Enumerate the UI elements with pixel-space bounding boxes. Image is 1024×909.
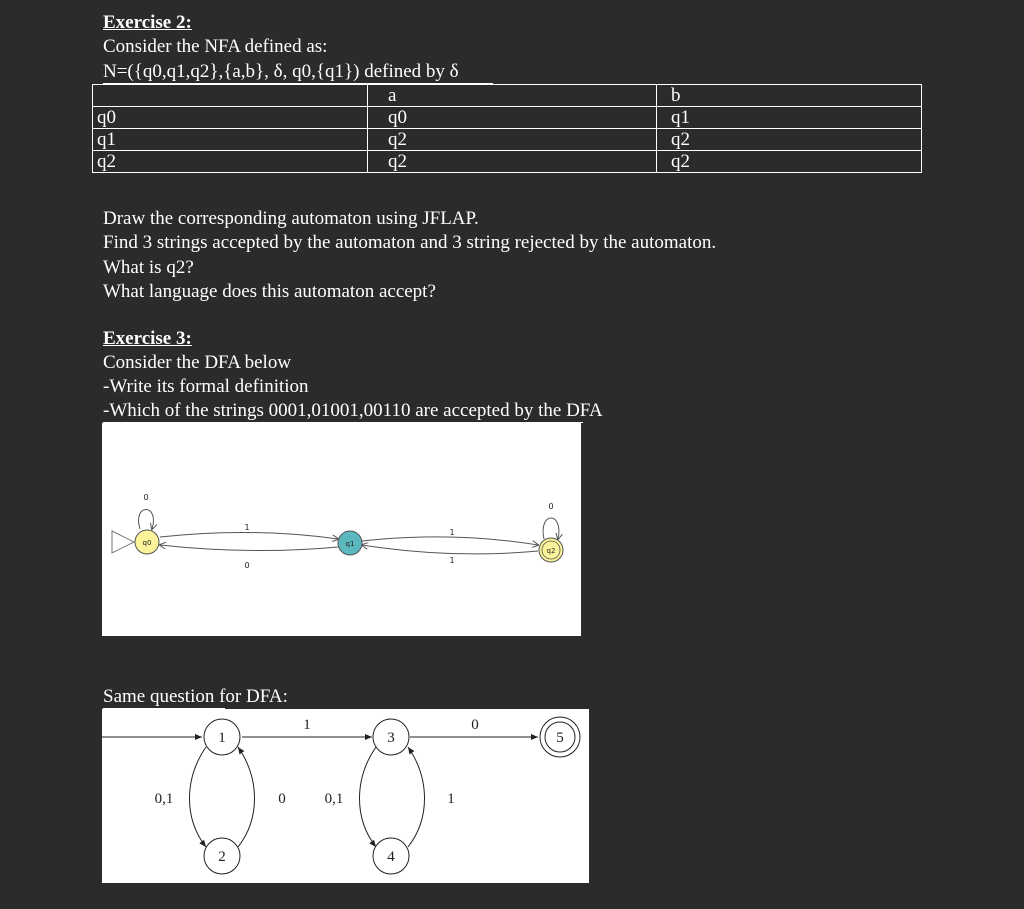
table-cell: q0	[93, 107, 368, 129]
edge-q1-q2-label: 1	[449, 528, 455, 537]
dfa2-diagram	[102, 709, 589, 883]
edge-q2-q1-label: 1	[449, 556, 455, 565]
edge-3-4	[360, 747, 377, 847]
state-4-label: 4	[387, 849, 395, 865]
dfa1-diagram	[102, 423, 581, 636]
question-jflap: Draw the corresponding automaton using JFLAP.	[103, 208, 479, 229]
edge-3-5-label: 0	[471, 717, 479, 733]
table-header-cell: b	[657, 85, 922, 107]
state-1-label: 1	[218, 730, 226, 746]
edge-2-1-label: 0	[278, 791, 286, 807]
question-language: What language does this automaton accept?	[103, 281, 436, 302]
state-q0-label: q0	[142, 539, 152, 547]
table-row	[93, 107, 922, 129]
table-row	[93, 129, 922, 151]
exercise-2-intro: Consider the NFA defined as:	[103, 36, 328, 57]
table-header-row	[93, 85, 922, 107]
exercise-3-intro: Consider the DFA below	[103, 352, 292, 373]
state-5-label: 5	[556, 730, 564, 746]
transition-table	[92, 84, 922, 173]
edge-q2-q1	[362, 545, 538, 554]
edge-q0-q1	[160, 532, 338, 539]
edge-q1-q0-label: 0	[244, 561, 250, 570]
table-cell: q2	[368, 129, 657, 151]
edge-q0-q1-label: 1	[244, 523, 250, 532]
edge-4-3-label: 1	[447, 791, 455, 807]
dfa1-panel	[102, 423, 581, 636]
table-cell: q1	[657, 107, 922, 129]
edge-q1-q0	[160, 545, 338, 551]
exercise-3-strings: -Which of the strings 0001,01001,00110 are accepted by the DFA	[103, 400, 603, 421]
edge-1-2	[190, 747, 207, 847]
state-2-label: 2	[218, 849, 226, 865]
table-cell: q2	[368, 151, 657, 173]
table-cell: q1	[93, 129, 368, 151]
start-state-arrow	[112, 531, 134, 553]
q0-self-loop-label: 0	[143, 493, 149, 502]
edge-q1-q2	[362, 537, 538, 545]
state-q2-label: q2	[546, 547, 556, 555]
edge-1-2-label: 0,1	[154, 791, 174, 807]
edge-1-3-label: 1	[303, 717, 311, 733]
edge-4-3	[408, 747, 425, 847]
nfa-definition: N=({q0,q1,q2},{a,b}, δ, q0,{q1}) defined by δ	[103, 61, 459, 82]
dfa2-panel	[102, 709, 589, 883]
table-cell: q2	[93, 151, 368, 173]
table-header-cell	[93, 85, 368, 107]
exercise-3-title: Exercise 3:	[103, 328, 192, 349]
table-cell: q2	[657, 151, 922, 173]
q2-self-loop	[543, 518, 559, 539]
same-question-title: Same question for DFA:	[103, 686, 288, 707]
edge-3-4-label: 0,1	[324, 791, 344, 807]
state-q1-label: q1	[345, 540, 355, 548]
exercise-3-formal: -Write its formal definition	[103, 376, 309, 397]
table-header-cell: a	[368, 85, 657, 107]
question-strings: Find 3 strings accepted by the automaton and 3 string rejected by the automaton.	[103, 232, 717, 253]
table-row	[93, 151, 922, 173]
exercise-2-title: Exercise 2:	[103, 12, 192, 33]
q0-self-loop	[139, 510, 154, 530]
edge-2-1	[238, 747, 255, 847]
question-q2: What is q2?	[103, 257, 194, 278]
table-cell: q2	[657, 129, 922, 151]
table-cell: q0	[368, 107, 657, 129]
state-3-label: 3	[387, 730, 395, 746]
q2-self-loop-label: 0	[548, 502, 554, 511]
